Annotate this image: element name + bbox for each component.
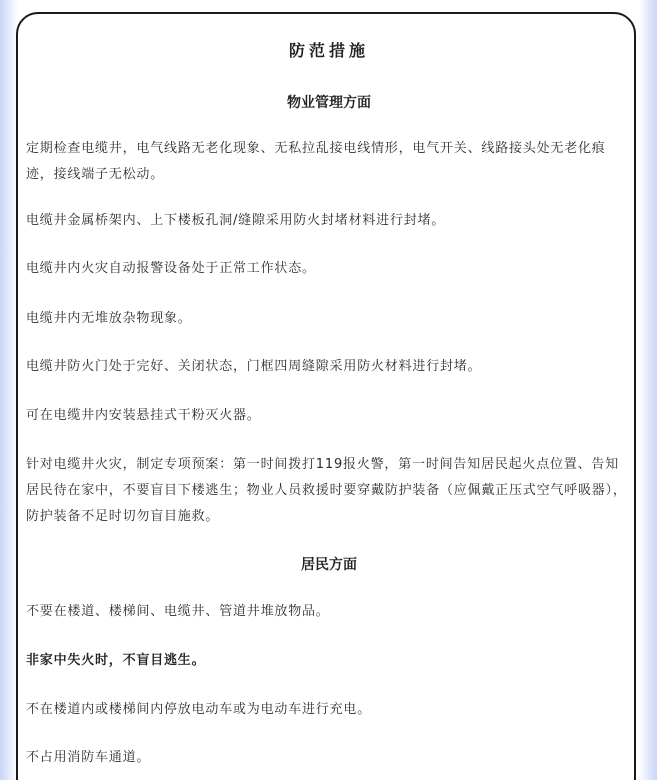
property-item-6: 可在电缆井内安装悬挂式干粉灭火器。 — [26, 408, 261, 423]
property-item-3: 电缆井内火灾自动报警设备处于正常工作状态。 — [26, 261, 316, 276]
resident-item-4: 不占用消防车通道。 — [26, 750, 151, 765]
section-heading-property: 物业管理方面 — [287, 95, 371, 111]
property-item-5: 电缆井防火门处于完好、关闭状态，门框四周缝隙采用防火材料进行封堵。 — [26, 359, 482, 374]
section-heading-residents: 居民方面 — [301, 557, 357, 573]
property-item-1: 定期检查电缆井，电气线路无老化现象、无私拉乱接电线情形，电气开关、线路接头处无老化痕迹，接线端子无松动。 — [26, 141, 606, 182]
resident-item-3: 不在楼道内或楼梯间内停放电动车或为电动车进行充电。 — [26, 702, 372, 717]
property-item-7: 针对电缆井火灾，制定专项预案：第一时间拨打119报火警，第一时间告知居民起火点位置、告知居民待在家中，不要盲目下楼逃生；物业人员救援时要穿戴防护装备（应佩戴正压式空气呼吸器），防护装备不足时切勿盲目施救。 — [26, 457, 627, 524]
property-item-4: 电缆井内无堆放杂物现象。 — [26, 311, 192, 326]
article-title: 防范措施 — [288, 41, 369, 60]
property-item-2: 电缆井金属桥架内、上下楼板孔洞/缝隙采用防火封堵材料进行封堵。 — [26, 213, 446, 228]
resident-item-2: 非家中失火时，不盲目逃生。 — [26, 653, 206, 668]
resident-item-1: 不要在楼道、楼梯间、电缆井、管道井堆放物品。 — [26, 604, 330, 619]
